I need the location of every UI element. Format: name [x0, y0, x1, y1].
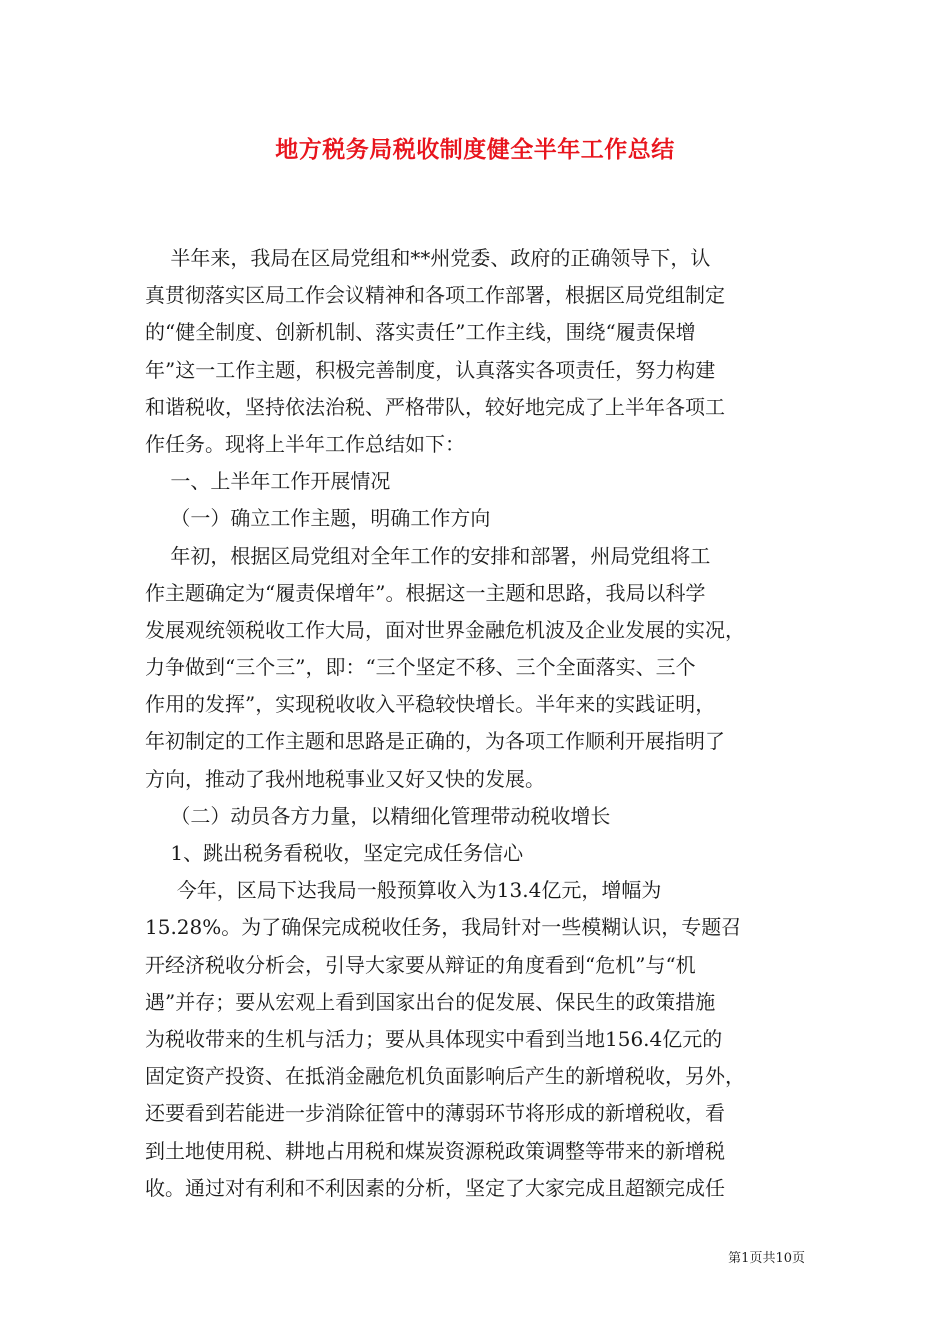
body-line: 开经济税收分析会，引导大家要从辩证的角度看到“危机”与“机 [145, 952, 696, 977]
body-line: 1、跳出税务看税收，坚定完成任务信心 [145, 841, 524, 865]
page-number-footer: 第1页共10页 [728, 1251, 805, 1266]
document-body [145, 240, 810, 1207]
body-line: 作用的发挥”，实现税收收入平稳较快增长。半年来的实践证明， [145, 692, 716, 717]
body-line: （二）动员各方力量，以精细化管理带动税收增长 [145, 803, 611, 828]
body-line: 作任务。现将上半年工作总结如下： [145, 431, 465, 456]
body-line: 固定资产投资、在抵消金融危机负面影响后产生的新增税收，另外， [145, 1064, 745, 1089]
body-line: 年”这一工作主题，积极完善制度，认真落实各项责任，努力构建 [145, 357, 716, 382]
body-line: 半年来，我局在区局党组和**州党委、政府的正确领导下，认 [145, 246, 711, 270]
body-line: 真贯彻落实区局工作会议精神和各项工作部署，根据区局党组制定 [145, 283, 725, 308]
body-line: 为税收带来的生机与活力；要从具体现实中看到当地156.4亿元的 [145, 1026, 723, 1051]
body-line: 方向，推动了我州地税事业又好又快的发展。 [145, 766, 545, 791]
body-line: 一、上半年工作开展情况 [145, 469, 391, 494]
body-line: 力争做到“三个三”，即：“三个坚定不移、三个全面落实、三个 [145, 655, 696, 680]
body-line: 和谐税收，坚持依法治税、严格带队，较好地完成了上半年各项工 [145, 394, 725, 419]
body-line: 作主题确定为“履责保增年”。根据这一主题和思路，我局以科学 [145, 580, 706, 605]
body-line: 遇”并存；要从宏观上看到国家出台的促发展、保民生的政策措施 [145, 989, 716, 1014]
body-line: 收。通过对有利和不利因素的分析，坚定了大家完成且超额完成任 [145, 1175, 725, 1200]
body-line: 15.28%。为了确保完成税收任务，我局针对一些模糊认识，专题召 [145, 915, 742, 940]
body-line: 的“健全制度、创新机制、落实责任”工作主线，围绕“履责保增 [145, 320, 696, 345]
body-line: 今年，区局下达我局一般预算收入为13.4亿元，增幅为 [145, 878, 662, 903]
body-line: 到土地使用税、耕地占用税和煤炭资源税政策调整等带来的新增税 [145, 1138, 725, 1163]
body-line: 年初制定的工作主题和思路是正确的，为各项工作顺利开展指明了 [145, 729, 725, 754]
body-line: （一）确立工作主题，明确工作方向 [145, 506, 491, 531]
body-line: 年初，根据区局党组对全年工作的安排和部署，州局党组将工 [145, 543, 711, 568]
document-title: 地方税务局税收制度健全半年工作总结 [275, 136, 675, 163]
body-line: 发展观统领税收工作大局，面对世界金融危机波及企业发展的实况， [145, 617, 745, 642]
body-line: 还要看到若能进一步消除征管中的薄弱环节将形成的新增税收，看 [145, 1101, 725, 1126]
